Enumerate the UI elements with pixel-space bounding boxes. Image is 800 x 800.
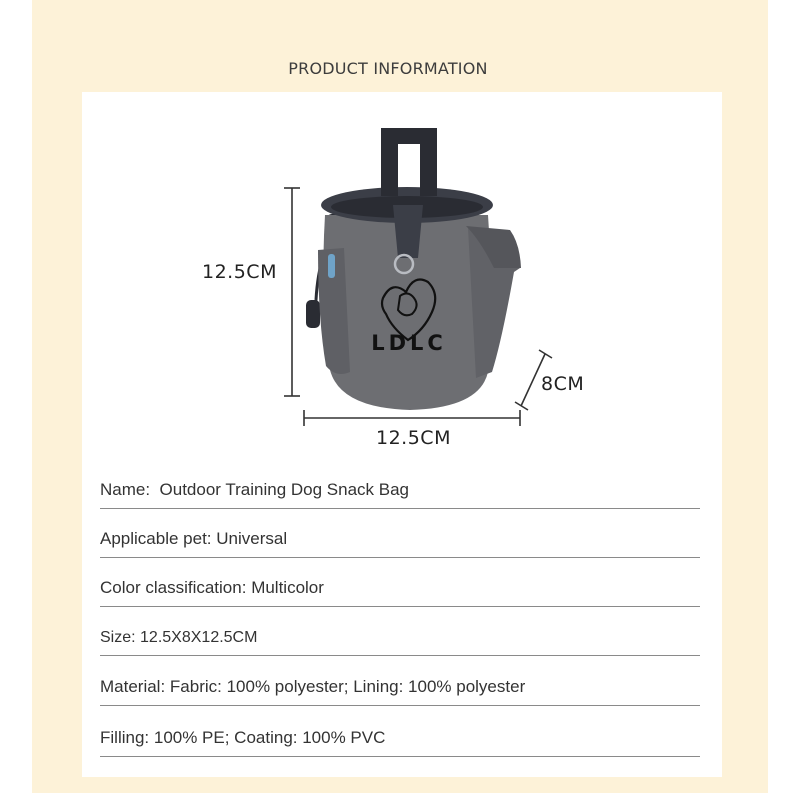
spec-row-filling: [100, 707, 700, 757]
spec-value: Outdoor Training Dog Snack Bag: [159, 480, 410, 499]
spec-text: [100, 677, 525, 697]
brand-logo-text: LDLC: [371, 331, 447, 355]
spec-row-material: [100, 656, 700, 706]
spec-value: 12.5X8X12.5CM: [140, 629, 258, 646]
spec-label: Size:: [100, 629, 136, 646]
spec-text: [100, 578, 324, 598]
spec-value: Fabric: 100% polyester; Lining: 100% polyester: [169, 677, 526, 696]
spec-text: [100, 728, 385, 748]
spec-value: 100% PE; Coating: 100% PVC: [153, 728, 386, 747]
height-dimension-line: [284, 188, 300, 396]
spec-label: Applicable pet:: [100, 529, 212, 548]
spec-text: [100, 629, 257, 647]
spec-label: Material:: [100, 677, 166, 696]
spec-text: [100, 529, 287, 549]
spec-value: Universal: [216, 529, 288, 548]
page-title: PRODUCT INFORMATION: [288, 59, 488, 78]
depth-dimension-label: 8CM: [541, 373, 585, 395]
width-dimension-label: 12.5CM: [376, 427, 451, 449]
width-dimension-line: [304, 410, 520, 426]
dog-snack-bag: [306, 128, 521, 410]
spec-row-applicable-pet: [100, 508, 700, 558]
spec-label: Color classification:: [100, 578, 247, 597]
spec-row-size: [100, 606, 700, 656]
spec-text: [100, 480, 409, 500]
spec-value: Multicolor: [251, 578, 324, 597]
spec-label: Filling:: [100, 728, 150, 747]
spec-row-name: [100, 459, 700, 509]
height-dimension-label: 12.5CM: [202, 261, 277, 283]
spec-row-color-classification: [100, 557, 700, 607]
spec-label: Name:: [100, 480, 151, 499]
